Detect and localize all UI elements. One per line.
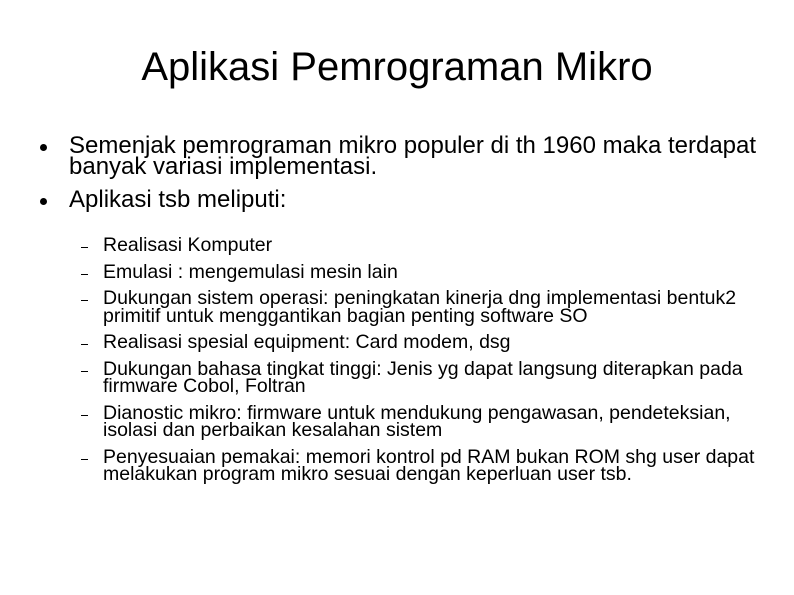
main-bullet-text: Semenjak pemrograman mikro populer di th 1960 maka terdapat banyak variasi implementasi. <box>69 132 757 180</box>
sub-bullet-item <box>81 260 761 283</box>
sub-bullet-text: Dukungan bahasa tingkat tinggi: Jenis yg dapat langsung diterapkan pada firmware Cobol, Foltran <box>103 357 743 397</box>
dash-bullet-icon <box>81 371 88 372</box>
sub-bullet-item <box>81 331 761 353</box>
main-bullet-item <box>40 132 760 180</box>
dash-bullet-icon <box>81 344 88 345</box>
dash-bullet-icon <box>81 300 88 301</box>
main-bullet-item <box>40 186 760 213</box>
sub-bullet-item <box>81 401 761 441</box>
dash-bullet-icon <box>81 459 88 460</box>
sub-bullet-text: Dianostic mikro: firmware untuk mendukung pengawasan, pendeteksian, isolasi dan perbaikan kesalahan sistem <box>103 401 731 441</box>
sub-bullet-item <box>81 445 761 485</box>
bullet-dot-icon <box>40 144 47 151</box>
main-bullet-text: Aplikasi tsb meliputi: <box>69 186 287 213</box>
dash-bullet-icon <box>81 274 88 275</box>
sub-bullet-text: Realisasi Komputer <box>103 234 273 256</box>
main-bullet-list <box>40 132 760 224</box>
sub-bullet-list <box>81 234 761 493</box>
sub-bullet-text: Dukungan sistem operasi: peningkatan kinerja dng implementasi bentuk2 primitif untuk menggantikan bagian penting software SO <box>103 287 737 327</box>
dash-bullet-icon <box>81 415 88 416</box>
sub-bullet-text: Realisasi spesial equipment: Card modem, dsg <box>103 331 511 353</box>
sub-bullet-item <box>81 287 761 327</box>
slide-title: Aplikasi Pemrograman Mikro <box>141 45 653 89</box>
sub-bullet-text: Penyesuaian pemakai: memori kontrol pd RAM bukan ROM shg user dapat melakukan program mikro sesuai dengan keperluan user tsb. <box>103 445 755 485</box>
sub-bullet-item <box>81 234 761 256</box>
bullet-dot-icon <box>40 198 47 205</box>
sub-bullet-item <box>81 357 761 397</box>
sub-bullet-text: Emulasi : mengemulasi mesin lain <box>103 260 398 283</box>
dash-bullet-icon <box>81 247 88 248</box>
